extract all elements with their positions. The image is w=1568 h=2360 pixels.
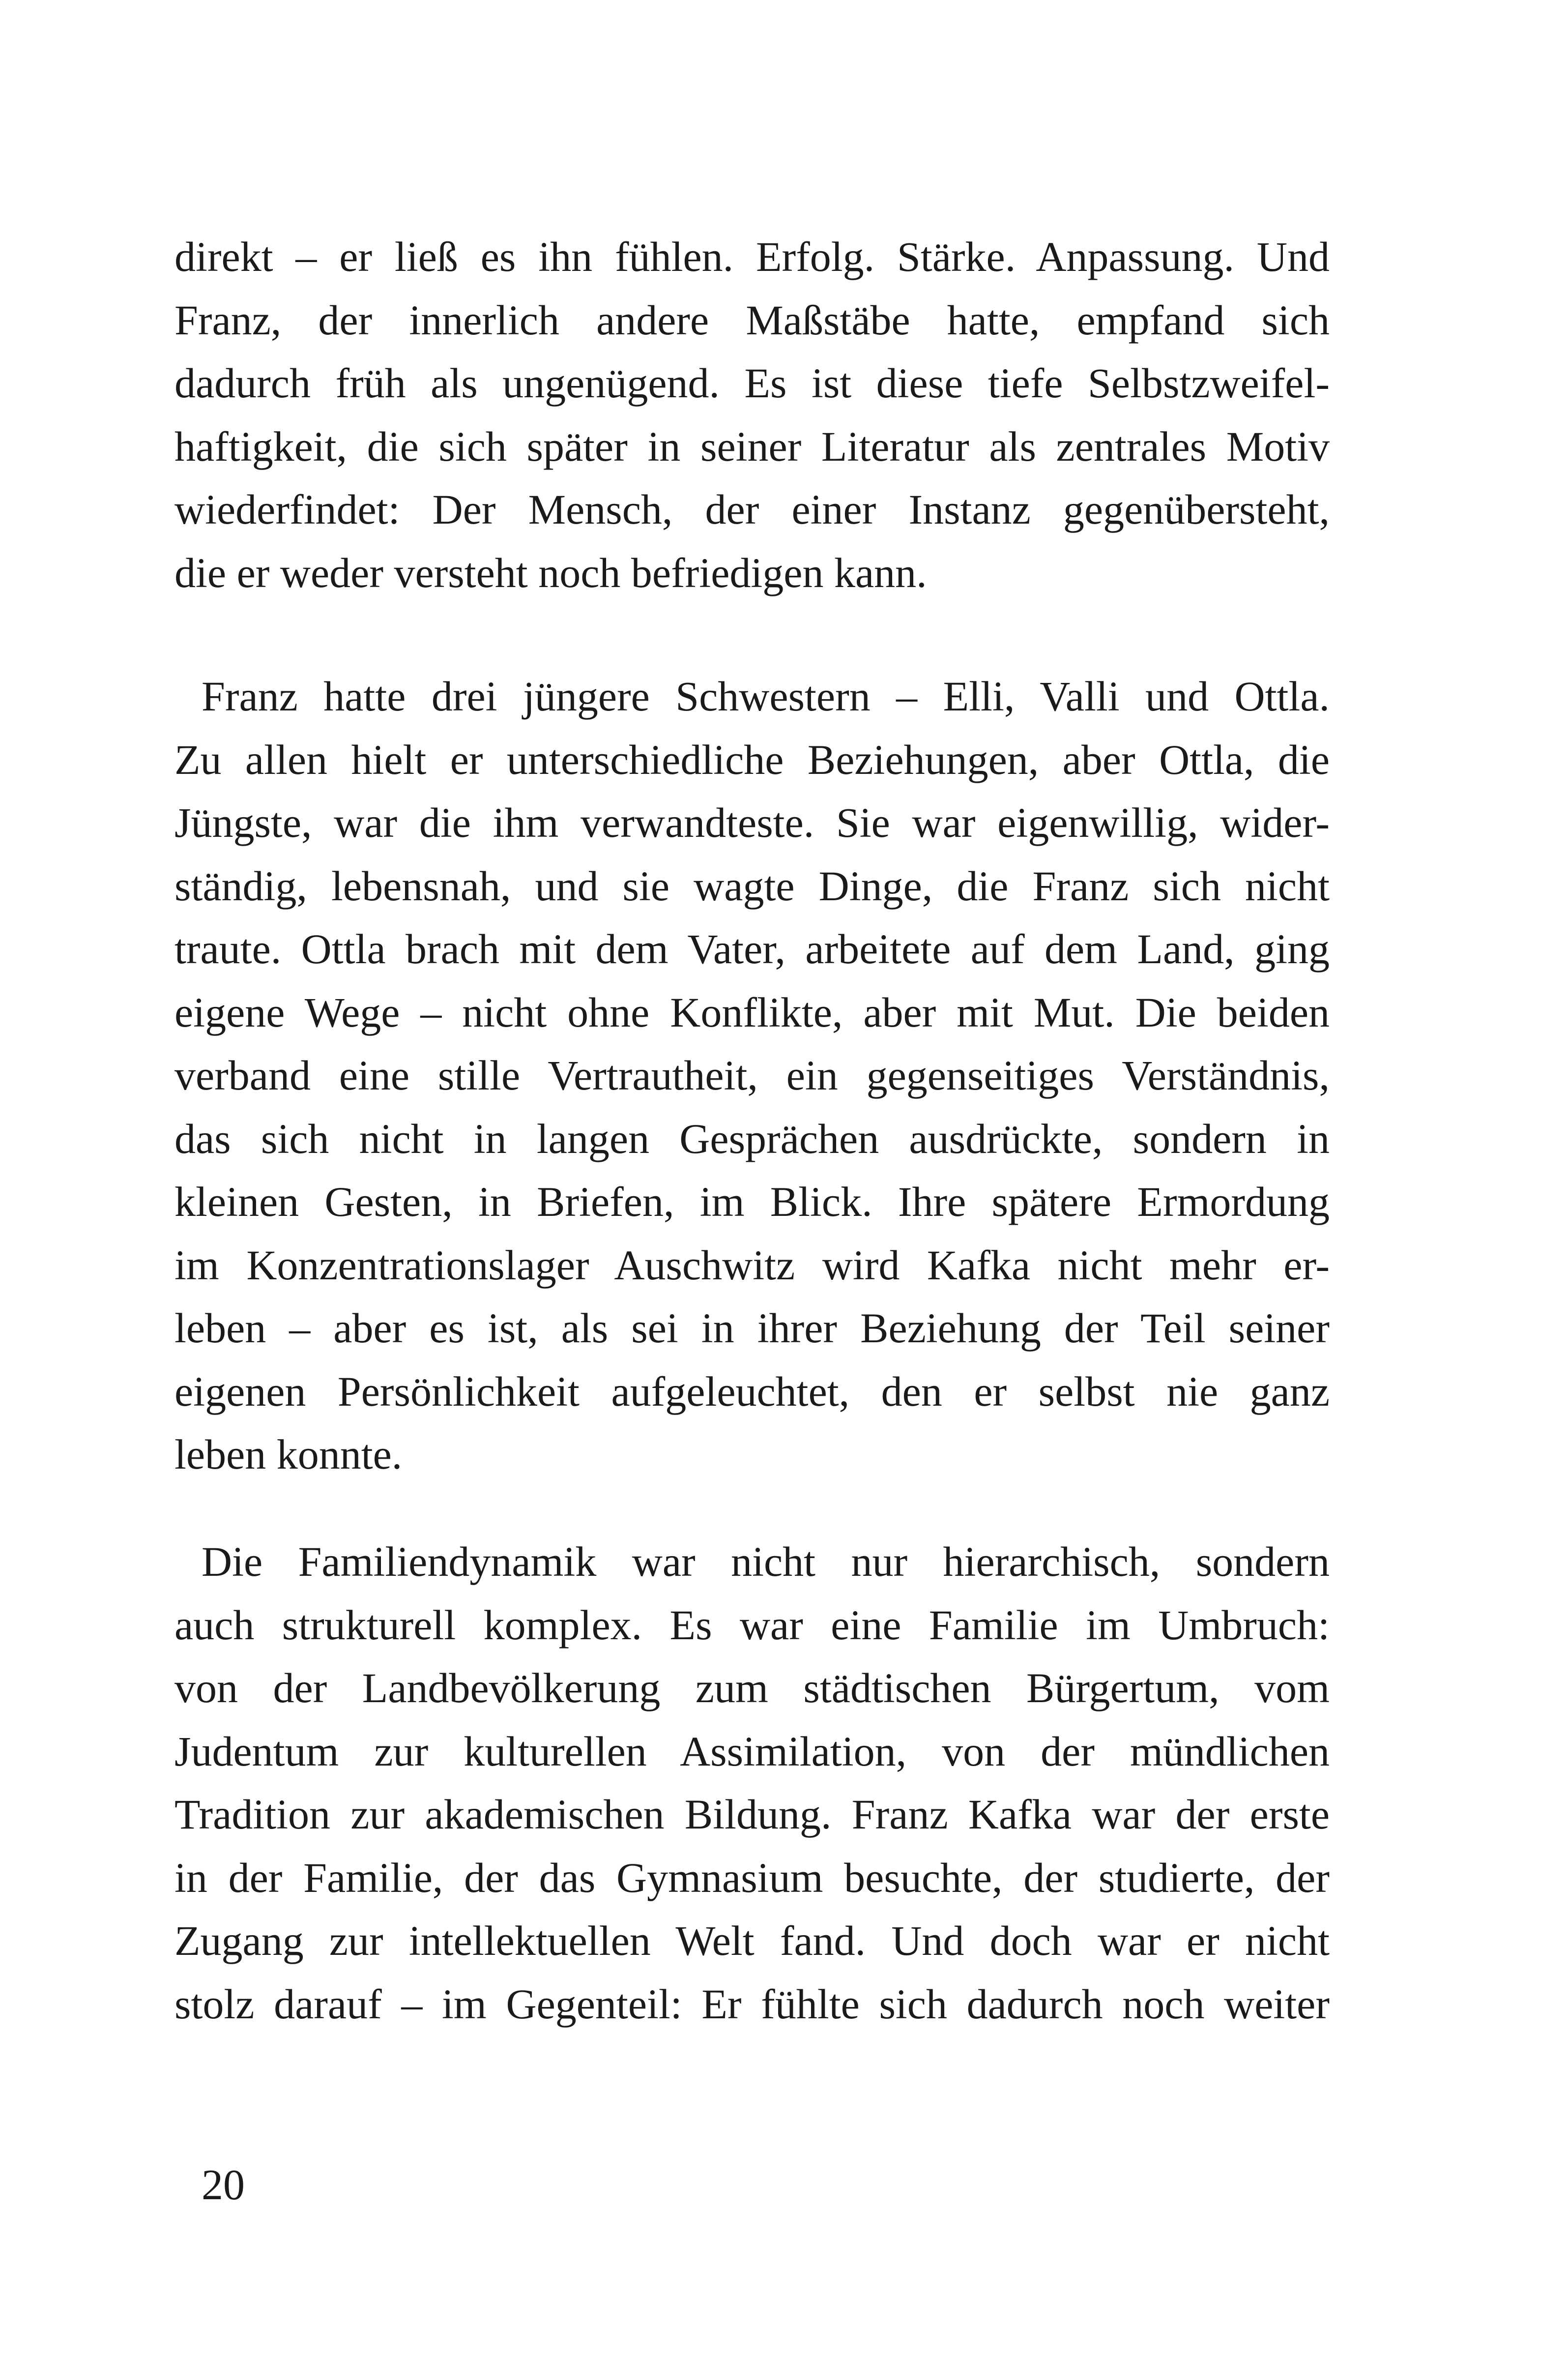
text-line: Judentum zur kulturellen Assimilation, von der mündlichen <box>174 1727 1330 1775</box>
text-line: leben – aber es ist, als sei in ihrer Beziehung der Teil seiner <box>174 1304 1330 1352</box>
paragraph-1 <box>174 225 1330 604</box>
text-line: Franz, der innerlich andere Maßstäbe hatte, empfand sich <box>174 296 1330 344</box>
text-line: traute. Ottla brach mit dem Vater, arbeitete auf dem Land, ging <box>174 925 1330 973</box>
text-line: im Konzentrationslager Auschwitz wird Kafka nicht mehr er- <box>174 1241 1330 1289</box>
text-line: das sich nicht in langen Gesprächen ausdrückte, sondern in <box>174 1115 1330 1162</box>
text-line: dadurch früh als ungenügend. Es ist diese tiefe Selbstzweifel- <box>174 359 1330 407</box>
text-line: direkt – er ließ es ihn fühlen. Erfolg. Stärke. Anpassung. Und <box>174 233 1330 280</box>
text-line: Jüngste, war die ihm verwandteste. Sie war eigenwillig, wider- <box>174 799 1330 846</box>
paragraph-3 <box>174 1530 1330 2036</box>
text-line: stolz darauf – im Gegenteil: Er fühlte sich dadurch noch weiter <box>174 1980 1330 2028</box>
text-line: Tradition zur akademischen Bildung. Franz Kafka war der erste <box>174 1791 1330 1838</box>
text-line: auch strukturell komplex. Es war eine Familie im Umbruch: <box>174 1601 1330 1649</box>
text-line: Zugang zur intellektuellen Welt fand. Und doch war er nicht <box>174 1917 1330 1964</box>
text-line: Franz hatte drei jüngere Schwestern – Elli, Valli und Ottla. <box>202 673 1330 720</box>
text-line: Die Familiendynamik war nicht nur hierarchisch, sondern <box>202 1538 1330 1585</box>
text-line: die er weder versteht noch befriedigen kann. <box>174 549 927 596</box>
paragraph-2 <box>174 665 1330 1486</box>
text-line: Zu allen hielt er unterschiedliche Beziehungen, aber Ottla, die <box>174 736 1330 783</box>
text-line: eigene Wege – nicht ohne Konflikte, aber mit Mut. Die beiden <box>174 988 1330 1036</box>
text-line: haftigkeit, die sich später in seiner Literatur als zentrales Motiv <box>174 422 1330 470</box>
text-line: leben konnte. <box>174 1431 403 1478</box>
text-line: verband eine stille Vertrautheit, ein gegenseitiges Verständnis, <box>174 1052 1330 1099</box>
text-line: von der Landbevölkerung zum städtischen Bürgertum, vom <box>174 1664 1330 1711</box>
text-line: eigenen Persönlichkeit aufgeleuchtet, den er selbst nie ganz <box>174 1367 1330 1415</box>
text-line: wiederfindet: Der Mensch, der einer Instanz gegenübersteht, <box>174 486 1330 533</box>
text-line: kleinen Gesten, in Briefen, im Blick. Ihre spätere Ermordung <box>174 1178 1330 1225</box>
text-line: in der Familie, der das Gymnasium besuchte, der studierte, der <box>174 1854 1330 1901</box>
text-line: ständig, lebensnah, und sie wagte Dinge, die Franz sich nicht <box>174 862 1330 910</box>
page-number: 20 <box>202 2161 245 2209</box>
